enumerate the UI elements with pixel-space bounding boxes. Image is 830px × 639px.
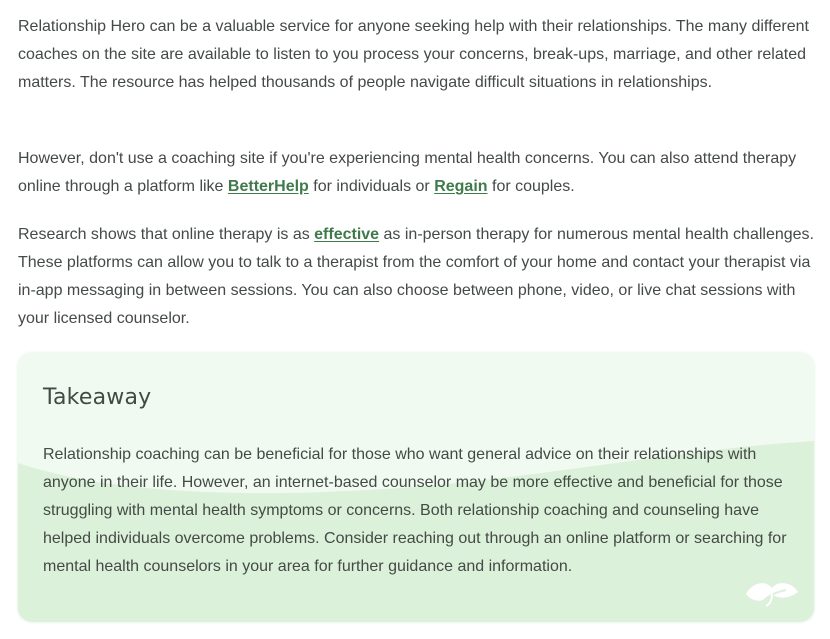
leaf-logo-icon <box>742 578 800 608</box>
regain-link[interactable]: Regain <box>434 178 488 195</box>
effective-link[interactable]: effective <box>314 226 380 243</box>
paragraph-platforms-text-2: for individuals or <box>308 178 435 195</box>
paragraph-research <box>18 221 818 333</box>
takeaway-text: Relationship coaching can be beneficial for those who want general advice on their relationships with anyone in their life. However, an internet-based counselor may be more effective and beneficial for those struggling with mental health symptoms or concerns. Both relationship coaching and counseling have helped individuals overcome problems. Consider reaching out through an online platform or searching for mental health counselors in your area for further guidance and information. <box>43 446 787 575</box>
paragraph-platforms <box>18 145 818 201</box>
betterhelp-link[interactable]: BetterHelp <box>227 178 309 195</box>
paragraph-research-text-2: as in-person therapy for numerous mental health challenges. These platforms can allow you to talk to a therapist from the comfort of your home and contact your therapist via in-app messaging in between sessions. You can also choose between phone, video, or live chat sessions with your licensed counselor. <box>18 226 814 327</box>
paragraph-platforms-text-1: However, don't use a coaching site if you're experiencing mental health concerns. You can also attend therapy online through a platform like <box>18 150 797 195</box>
takeaway-box <box>18 353 814 622</box>
paragraph-intro: Relationship Hero can be a valuable service for anyone seeking help with their relationships. The many different coaches on the site are available to listen to you process your concerns, break-ups, marriage, and other related matters. The resource has helped thousands of people navigate difficult situations in relationships. <box>18 18 809 91</box>
paragraph-research-text-1: Research shows that online therapy is as <box>18 226 315 243</box>
paragraph-platforms-text-3: for couples. <box>487 178 575 195</box>
takeaway-title: Takeaway <box>43 385 152 410</box>
